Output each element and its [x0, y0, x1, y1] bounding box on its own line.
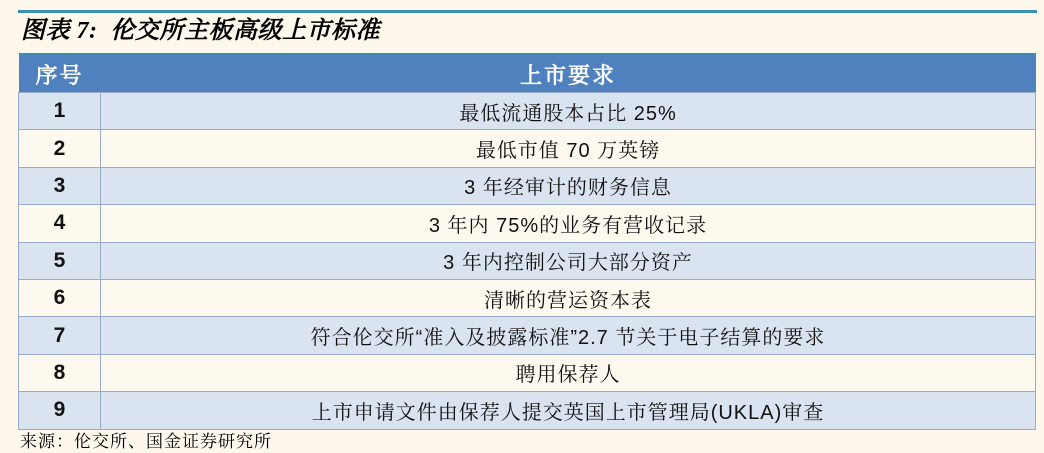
table-row	[19, 354, 1036, 391]
table-row	[19, 205, 1036, 242]
table-header	[19, 55, 1036, 93]
requirement-cell: 最低流通股本占比 25%	[101, 93, 1036, 130]
table-row	[19, 317, 1036, 354]
table-row	[19, 279, 1036, 316]
row-number-cell: 1	[19, 93, 101, 130]
row-number-cell: 7	[19, 317, 101, 354]
header-row	[19, 55, 1036, 93]
row-number-cell: 3	[19, 167, 101, 204]
table-row	[19, 167, 1036, 204]
column-header-number: 序号	[19, 55, 101, 93]
source-note: 来源：伦交所、国金证券研究所	[20, 432, 272, 451]
requirement-cell: 3 年内 75%的业务有营收记录	[101, 205, 1036, 242]
listing-standards-table	[18, 53, 1036, 430]
column-header-requirement: 上市要求	[101, 55, 1036, 93]
row-number-cell: 5	[19, 242, 101, 279]
requirement-cell: 上市申请文件由保荐人提交英国上市管理局(UKLA)审查	[101, 392, 1036, 429]
title-rule	[18, 10, 1037, 13]
row-number-cell: 2	[19, 130, 101, 167]
table-body	[19, 93, 1036, 430]
requirement-cell: 3 年经审计的财务信息	[101, 167, 1036, 204]
row-number-cell: 9	[19, 392, 101, 429]
table-row	[19, 93, 1036, 130]
row-number-cell: 6	[19, 279, 101, 316]
table-row	[19, 130, 1036, 167]
requirement-cell: 聘用保荐人	[101, 354, 1036, 391]
table-row	[19, 242, 1036, 279]
requirement-cell: 最低市值 70 万英镑	[101, 130, 1036, 167]
row-number-cell: 4	[19, 205, 101, 242]
table-row	[19, 392, 1036, 429]
row-number-cell: 8	[19, 354, 101, 391]
requirement-cell: 清晰的营运资本表	[101, 279, 1036, 316]
requirement-cell: 3 年内控制公司大部分资产	[101, 242, 1036, 279]
requirement-cell: 符合伦交所“准入及披露标准”2.7 节关于电子结算的要求	[101, 317, 1036, 354]
figure-title: 图表 7: 伦交所主板高级上市标准	[21, 18, 380, 44]
